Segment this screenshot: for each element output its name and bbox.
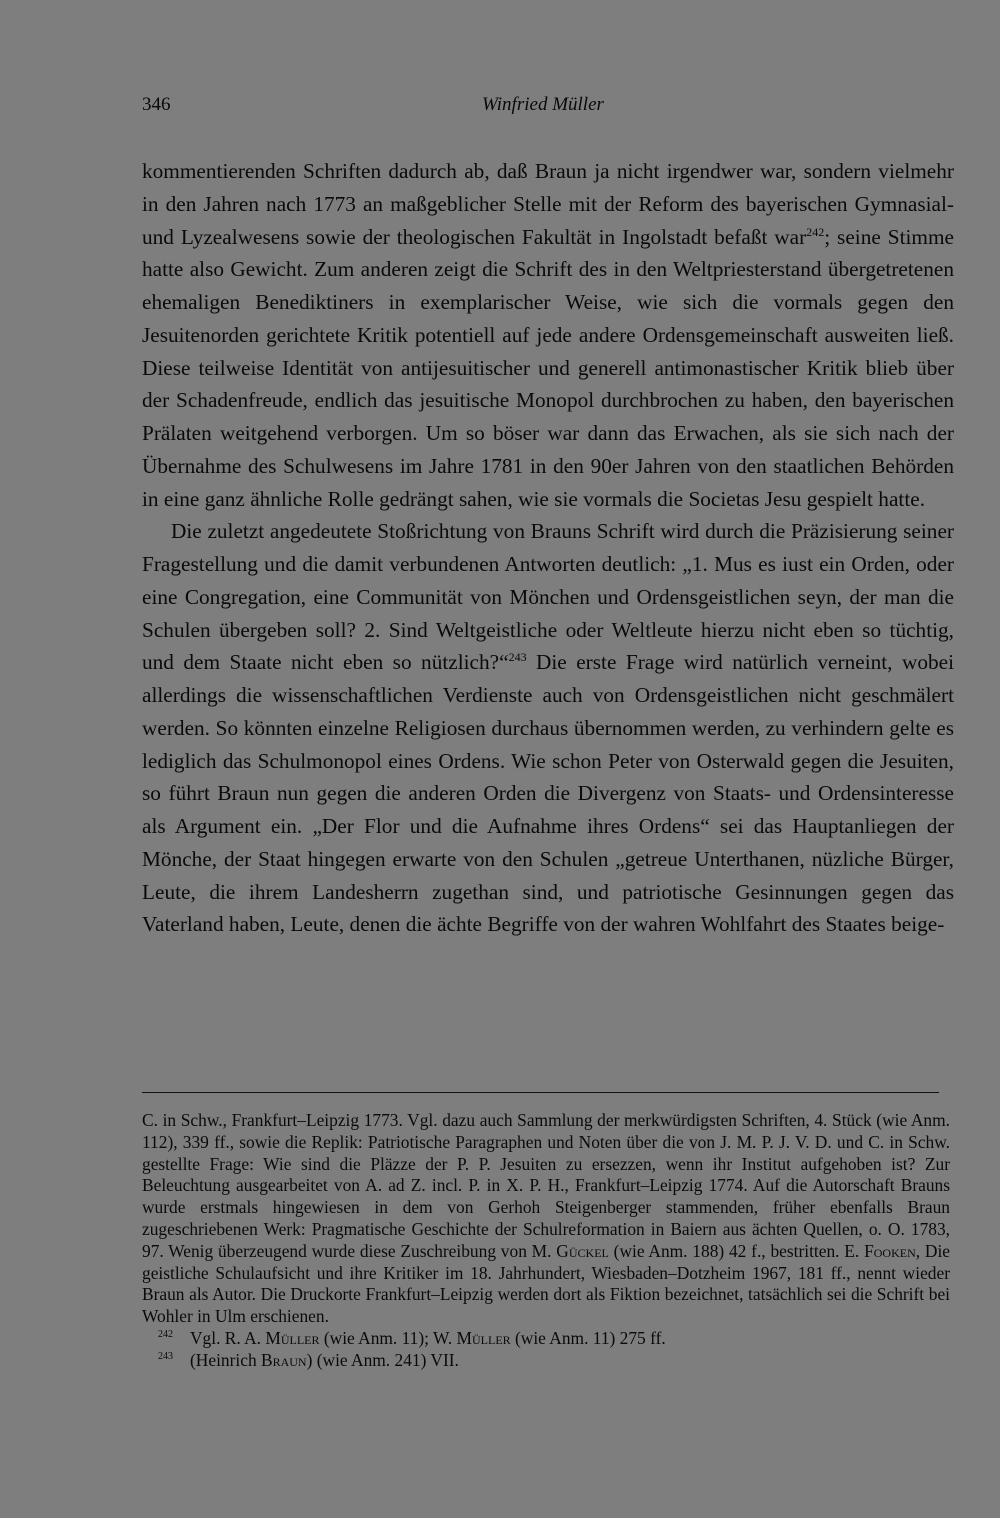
paragraph [142, 155, 954, 515]
footnotes [142, 1110, 950, 1372]
footnote-text: (wie Anm. 11); W. [319, 1327, 457, 1348]
footnote-reference: 242 [806, 224, 825, 239]
author-name: Müller [456, 1327, 511, 1348]
footnote-text: (wie Anm. 188) 42 f., bestritten. E. [608, 1240, 865, 1261]
footnote-continued [142, 1110, 950, 1328]
paragraph-text: Die zuletzt angedeutete Stoßrichtung von Brauns Schrift wird durch die Präzisierung seiner Fragestellung und die damit verbundenen Antworten deutlich: „1. Mus es iust ein Orden, oder eine Congregation, eine Communität von Mönchen und Ordensgeistlichen seyn, der man die Schulen übergeben soll? 2. Sind Weltgeistliche oder Weltleute hierzu nicht eben so tüchtig, und dem Staate nicht eben so nützlich?“ [142, 519, 954, 675]
footnote-text: , Die geistliche Schulaufsicht und ihre Kritiker im 18. Jahrhundert, Wiesbaden–Dotzheim 1967, 181 ff., nennt wieder Braun als Autor. Die Druckorte Frankfurt–Leipzig werden dort als Fiktion bezeichnet, tatsächlich sei die Schrift bei Wohler in Ulm erschienen. [142, 1240, 951, 1327]
footnote-242 [142, 1328, 950, 1350]
paragraph-text: Die erste Frage wird natürlich verneint, wobei allerdings die wissenschaftlichen Verdienste auch von Ordensgeistlichen nicht geschmälert werden. So könnten einzelne Religiosen durchaus übernommen werden, zu verhindern gelte es lediglich das Schulmonopol eines Ordens. Wie schon Peter von Osterwald gegen die Jesuiten, so führt Braun nun gegen die anderen Orden die Divergenz von Staats- und Ordensinteresse als Argument ein. „Der Flor und die Aufnahme ihres Ordens“ sei das Hauptanliegen der Mönche, der Staat hingegen erwarte von den Schulen „getreue Unterthanen, nüzliche Bürger, Leute, die ihrem Landesherrn zugethan sind, und patriotische Gesinnungen gegen das Vaterland haben, Leute, denen die ächte Begriffe von der wahren Wohlfahrt des Staates beige- [142, 650, 955, 937]
author-name: Müller [265, 1327, 320, 1348]
page-number: 346 [142, 94, 171, 115]
footnote-text: (wie Anm. 11) 275 ff. [510, 1327, 666, 1348]
paragraph [142, 515, 954, 941]
footnote-separator [142, 1092, 939, 1093]
footnote-text: (Heinrich [190, 1349, 261, 1370]
footnote-text: C. in Schw., Frankfurt–Leipzig 1773. Vgl. dazu auch Sammlung der merkwürdigsten Schriften, 4. Stück (wie Anm. 112), 339 ff., sowie die Replik: Patriotische Paragraphen und Noten über die von J. M. P. J. V. D. und C. in Schw. gestellte Frage: Wie sind die Pläzze der P. P. Jesuiten zu ersezzen, wenn ihr Institut aufgehoben ist? Zur Beleuchtung ausgearbeitet von A. ad Z. incl. P. in X. P. H., Frankfurt–Leipzig 1774. Auf die Autorschaft Brauns wurde erstmals hingewiesen in dem von Gerhoh Steigenberger stammenden, früher ebenfalls Braun zugeschriebenen Werk: Pragmatische Geschichte der Schulreformation in Baiern aus ächten Quellen, o. O. 1783, 97. Wenig überzeugend wurde diese Zuschreibung von M. [142, 1110, 950, 1261]
footnote-243 [142, 1350, 950, 1372]
author-name: Fooken [864, 1240, 916, 1261]
footnote-reference: 243 [508, 650, 527, 665]
footnote-text: Vgl. R. A. [190, 1327, 266, 1348]
footnote-number: 243 [158, 1350, 173, 1362]
footnote-text: ) (wie Anm. 241) VII. [306, 1349, 459, 1370]
running-header-author: Winfried Müller [482, 94, 604, 115]
paragraph-text: ; seine Stimme hatte also Gewicht. Zum anderen zeigt die Schrift des in den Weltpriesterstand übergetretenen ehemaligen Benediktiners in exemplarischer Weise, wie sich die vormals gegen den Jesuitenorden gerichtete Kritik potentiell auf jede andere Ordensgemeinschaft ausweiten ließ. Diese teilweise Identität von antijesuitischer und generell antimonastischer Kritik blieb über der Schadenfreude, endlich das jesuitische Monopol durchbrochen zu haben, den bayerischen Prälaten weitgehend verborgen. Um so böser war dann das Erwachen, als sie sich nach der Übernahme des Schulwesens im Jahre 1781 in den 90er Jahren von den staatlichen Behörden in eine ganz ähnliche Rolle gedrängt sahen, wie sie vormals die Societas Jesu gespielt hatte. [142, 224, 954, 511]
paragraph-text: kommentierenden Schriften dadurch ab, daß Braun ja nicht irgendwer war, sondern vielmehr in den Jahren nach 1773 an maßgeblicher Stelle mit der Reform des bayerischen Gymnasial- und Lyzealwesens sowie der theologischen Fakultät in Ingolstadt befaßt war [142, 159, 954, 249]
author-name: Braun [260, 1349, 307, 1370]
footnote-number: 242 [158, 1328, 173, 1340]
author-name: Gückel [556, 1240, 609, 1261]
main-text [142, 155, 954, 941]
